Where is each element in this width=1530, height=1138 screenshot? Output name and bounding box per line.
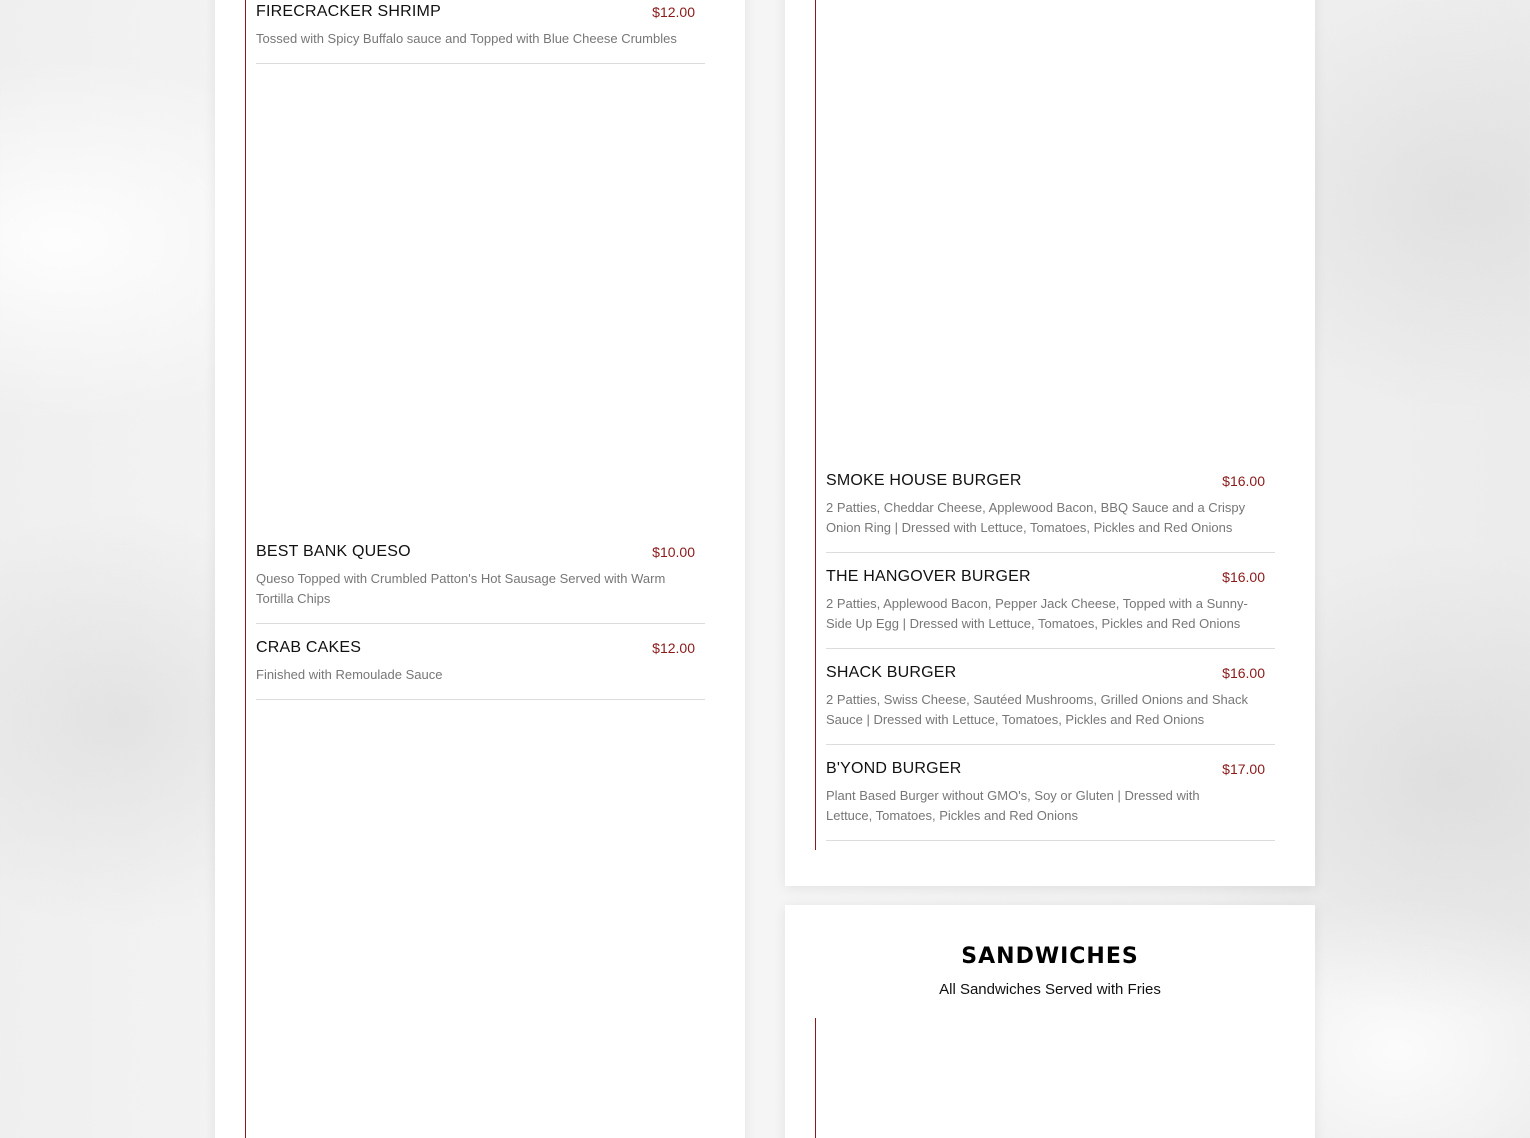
menu-item-the-hangover-burger [826,568,1275,649]
menu-item-description: Tossed with Spicy Buffalo sauce and Topped with Blue Cheese Crumbles [256,31,677,46]
menu-item-description: 2 Patties, Swiss Cheese, Sautéed Mushrooms, Grilled Onions and Shack Sauce | Dressed with Lettuce, Tomatoes, Pickles and Red Onions [826,692,1248,727]
menu-item-name: THE HANGOVER BURGER [826,568,1031,585]
menu-item-name: CRAB CAKES [256,639,362,656]
menu-item-name: FIRECRACKER SHRIMP [256,3,441,20]
section-title-sandwiches: SANDWICHES [961,944,1139,969]
menu-item-name: SHACK BURGER [826,664,957,681]
menu-item-name: SMOKE HOUSE BURGER [826,472,1022,489]
menu-item-price: $12.00 [652,4,695,20]
menu-item-best-bank-queso [256,543,705,624]
section-subtitle-sandwiches: All Sandwiches Served with Fries [939,981,1161,998]
accent-divider-left [245,0,246,1138]
menu-card-burgers [785,0,1315,886]
menu-item-price: $17.00 [1222,761,1265,777]
menu-card-sandwiches [785,905,1315,1138]
menu-item-name: B'YOND BURGER [826,760,962,777]
menu-item-price: $12.00 [652,640,695,656]
menu-item-price: $10.00 [652,544,695,560]
menu-item-description: Finished with Remoulade Sauce [256,667,443,682]
menu-item-shack-burger [826,664,1275,745]
menu-item-price: $16.00 [1222,473,1265,489]
menu-item-crab-cakes [256,639,705,700]
menu-item-description: Plant Based Burger without GMO's, Soy or Gluten | Dressed with Lettuce, Tomatoes, Pickles and Red Onions [826,788,1200,823]
menu-item-smoke-house-burger [826,472,1275,553]
menu-item-description: 2 Patties, Applewood Bacon, Pepper Jack Cheese, Topped with a Sunny-Side Up Egg | Dressed with Lettuce, Tomatoes, Pickles and Red Onions [826,596,1248,631]
menu-item-description: 2 Patties, Cheddar Cheese, Applewood Bacon, BBQ Sauce and a Crispy Onion Ring | Dressed with Lettuce, Tomatoes, Pickles and Red Onions [826,500,1246,535]
accent-divider-right-top [815,0,816,850]
menu-item-price: $16.00 [1222,665,1265,681]
menu-item-description: Queso Topped with Crumbled Patton's Hot Sausage Served with Warm Tortilla Chips [256,571,666,606]
menu-item-name: BEST BANK QUESO [256,543,411,560]
accent-divider-right-bottom [815,1018,816,1138]
menu-item-firecracker-shrimp [256,3,705,64]
menu-item-byond-burger [826,760,1275,841]
menu-item-price: $16.00 [1222,569,1265,585]
